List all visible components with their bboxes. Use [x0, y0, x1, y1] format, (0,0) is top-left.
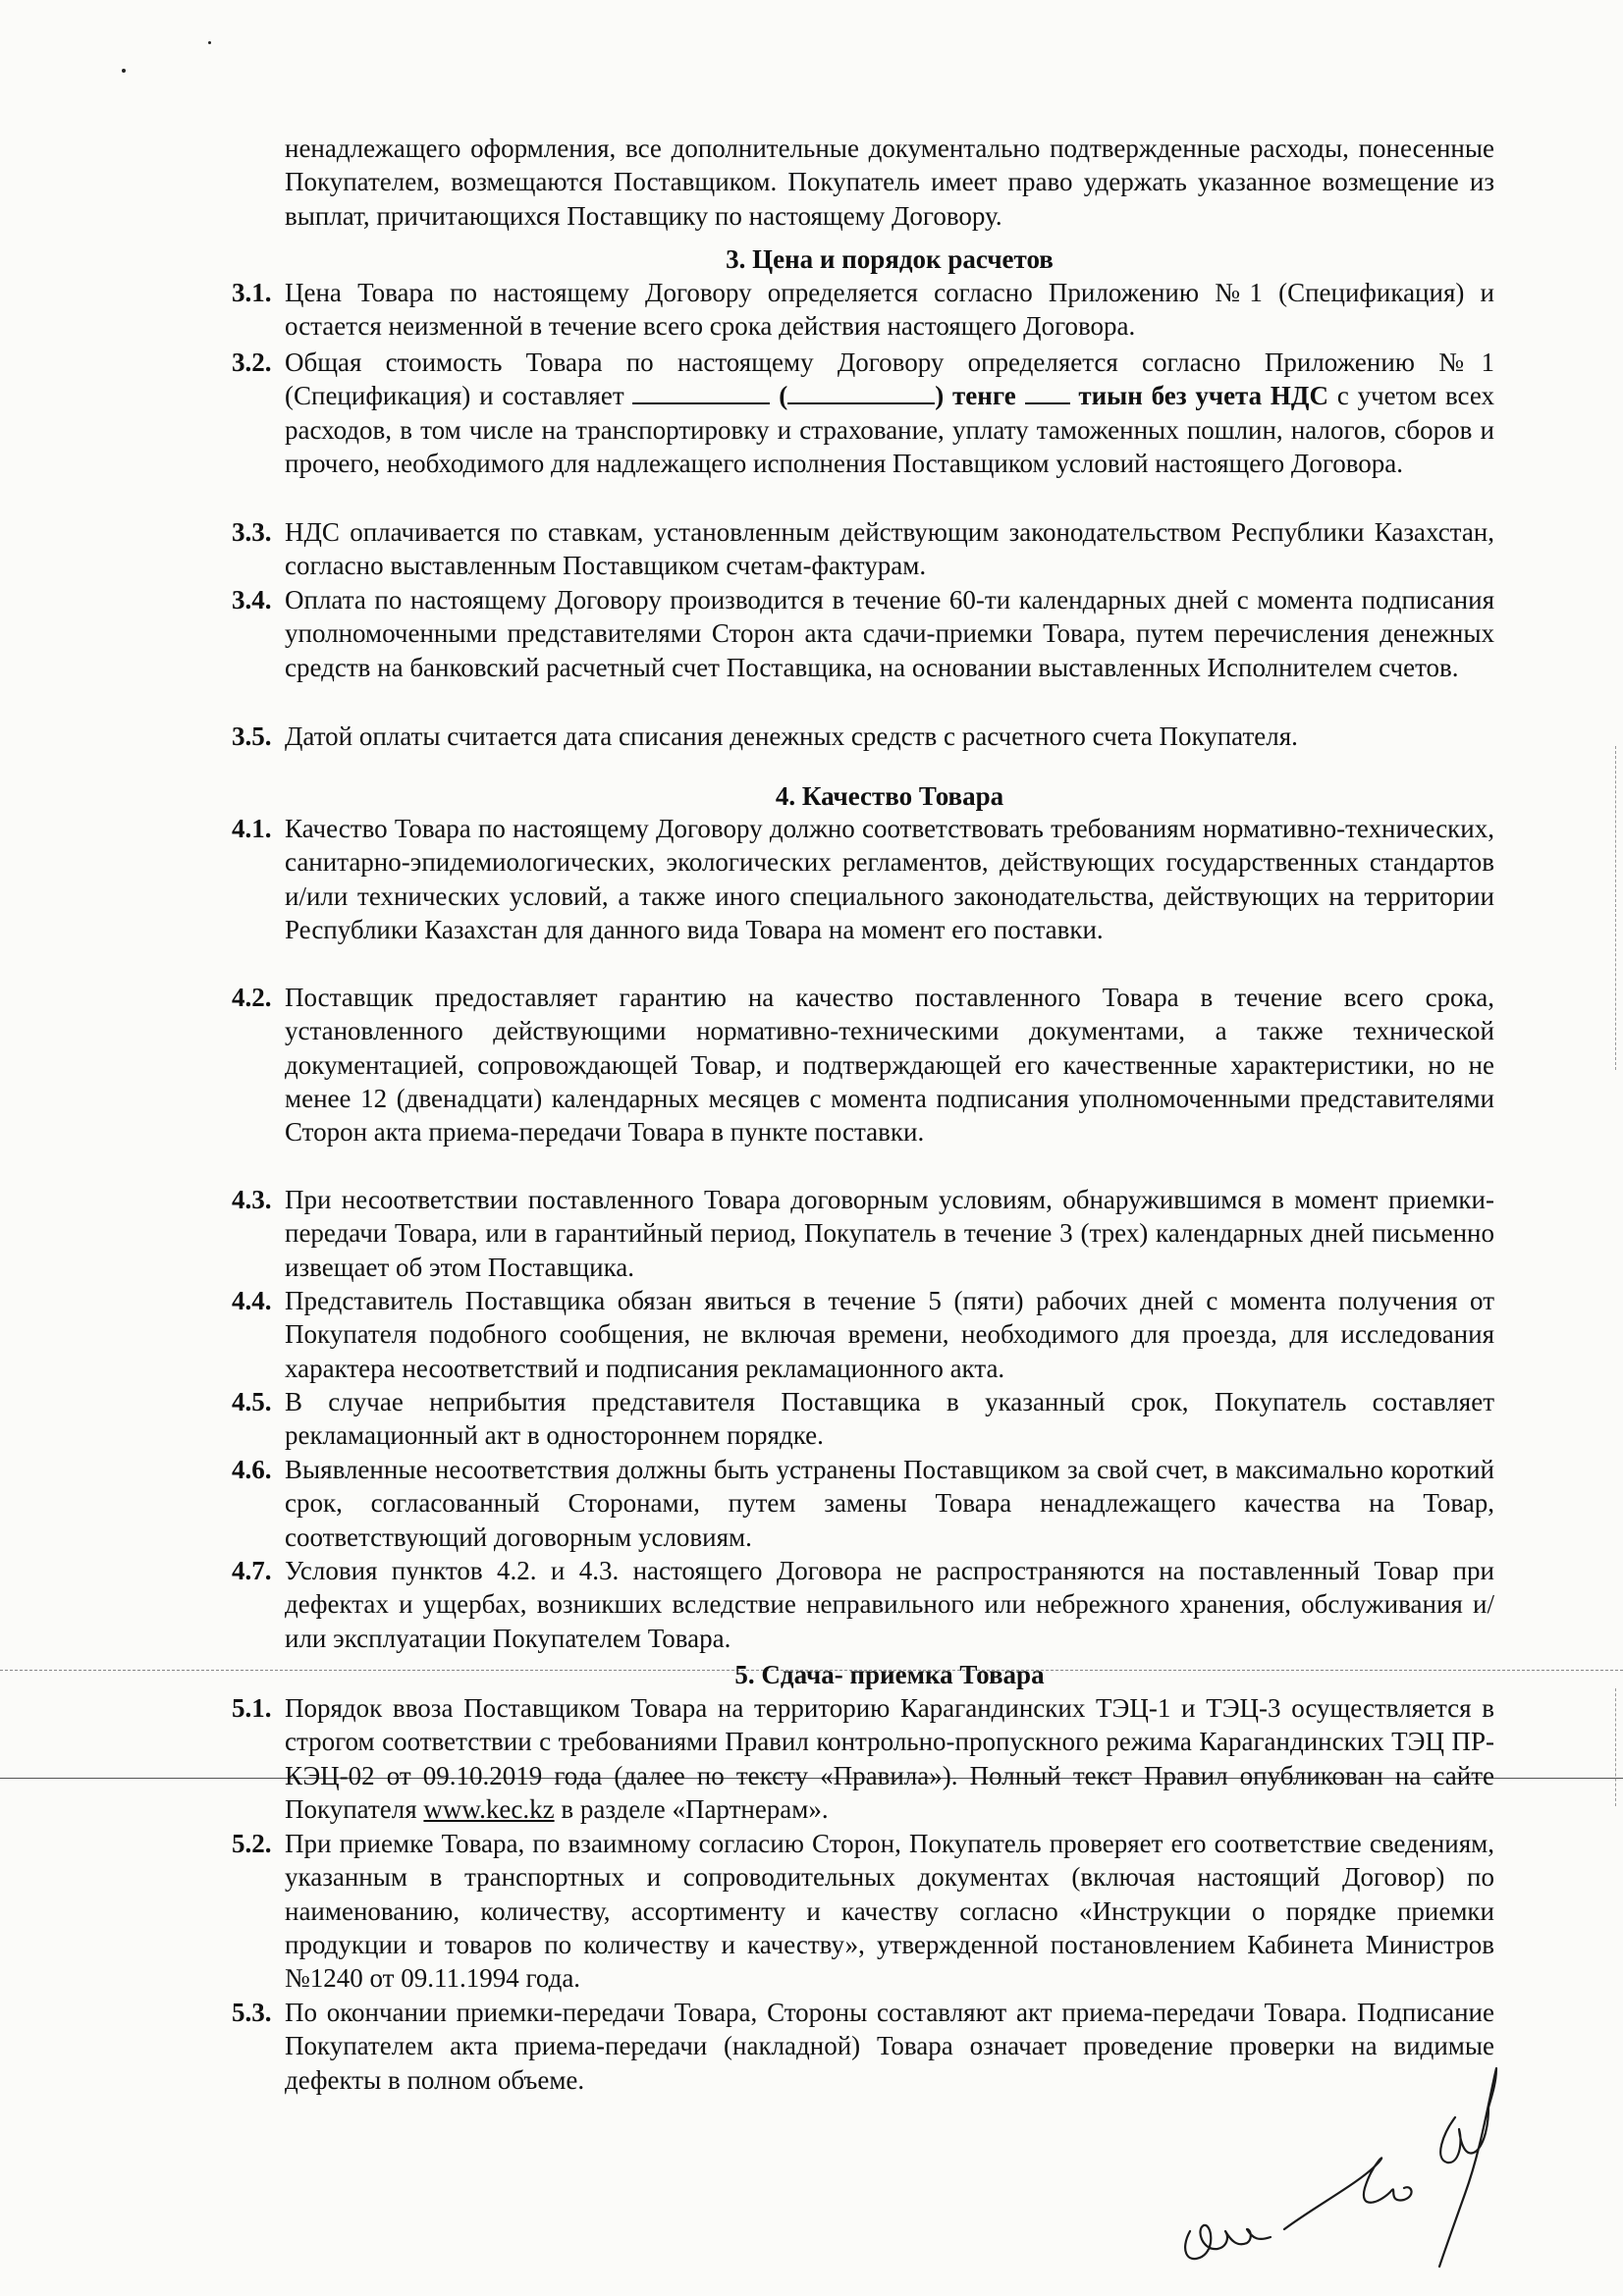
handwritten-signatures [1168, 2056, 1561, 2272]
clause-text: НДС оплачивается по ставкам, установленным действующим законодательством Республики Казахстан, согласно выставленным Поставщиком счетам-фактурам. [285, 517, 1494, 581]
clause-text-part: ( [779, 381, 788, 411]
intro-paragraph: ненадлежащего оформления, все дополнительные документально подтвержденные расходы, понесенные Покупателем, возмещаются Поставщиком. Покупатель имеет право удержать указанное возмещение из выплат, причитающихся Поставщику по настоящему Договору. [285, 133, 1494, 231]
clause-number: 4.4. [232, 1286, 272, 1315]
clause-3-2 [232, 346, 1494, 480]
clause-5-2 [232, 1827, 1494, 1995]
clause-number: 3.3. [232, 517, 272, 547]
clause-4-6 [232, 1453, 1494, 1554]
clause-4-5 [232, 1385, 1494, 1453]
clause-text: Выявленные несоответствия должны быть устранены Поставщиком за свой счет, в максимально короткий срок, согласованный Сторонами, путем замены Товара ненадлежащего качества на Товар, соответствующий договорным условиям. [285, 1455, 1494, 1552]
section-5-heading: 5. Сдача- приемка Товара [734, 1660, 1045, 1689]
clause-4-7 [232, 1554, 1494, 1655]
clause-number: 4.6. [232, 1455, 272, 1484]
clause-text [285, 1691, 1494, 1826]
clause-number: 5.3. [232, 1998, 272, 2027]
clause-number: 4.1. [232, 814, 272, 843]
clause-text-part: Общая стоимость Товара по настоящему Договору определяется согласно Приложению №1 (Спецификация) и составляет [285, 347, 1494, 411]
website-link[interactable]: www.kec.kz [423, 1793, 555, 1824]
clause-text [285, 346, 1494, 480]
scan-speck [122, 69, 126, 73]
clause-text-part: с учетом всех расходов, в том числе на транспортировку и страхование, уплату таможенных пошлин, налогов, сборов и прочего, необходимого для надлежащего исполнения Поставщиком условий настоящего Договора. [285, 381, 1494, 478]
clause-number: 3.1. [232, 278, 272, 307]
clause-text-part: тиын без учета НДС [1078, 381, 1329, 411]
clause-number: 5.1. [232, 1693, 272, 1723]
clause-text-part: в разделе «Партнерам». [561, 1793, 829, 1824]
clause-4-3 [232, 1183, 1494, 1284]
clause-number: 4.5. [232, 1387, 272, 1416]
clause-number: 5.2. [232, 1829, 272, 1858]
amount-words-blank[interactable] [787, 381, 935, 404]
clause-text: По окончании приемки-передачи Товара, Стороны составляют акт приема-передачи Товара. Подписание Покупателем акта приема-передачи (накладной) Товара означает проведение проверки на видимые дефекты в полном объеме. [285, 1998, 1494, 2095]
amount-blank[interactable] [632, 381, 770, 404]
clause-number: 4.2. [232, 983, 272, 1012]
clause-3-5 [232, 720, 1494, 753]
clause-3-4 [232, 583, 1494, 684]
section-3-heading: 3. Цена и порядок расчетов [726, 244, 1054, 274]
clause-text: Оплата по настоящему Договору производится в течение 60-ти календарных дней с момента подписания уполномоченными представителями Сторон акта сдачи-приемки Товара, путем перечисления денежных средств на банковский расчетный счет Поставщика, на основании выставленных Исполнителем счетов. [285, 585, 1494, 682]
clause-number: 4.7. [232, 1556, 272, 1585]
clause-text: Поставщик предоставляет гарантию на качество поставленного Товара в течение всего срока, установленного действующими нормативно-техническими документами, а также технической документацией, сопровождающей Товар, и подтверждающей его качественные характеристики, но не менее 12 (двенадцати) календарных месяцев с момента подписания уполномоченными представителями Сторон акта приема-передачи Товара в пункте поставки. [285, 983, 1494, 1148]
scan-margin-mark [1615, 1688, 1616, 1806]
section-4-heading: 4. Качество Товара [775, 781, 1004, 811]
clause-text: В случае неприбытия представителя Поставщика в указанный срок, Покупатель составляет рекламационный акт в одностороннем порядке. [285, 1387, 1494, 1451]
clause-4-4 [232, 1284, 1494, 1385]
clause-number: 3.2. [232, 347, 272, 377]
clause-text: Цена Товара по настоящему Договору определяется согласно Приложению №1 (Спецификация) и остается неизменной в течение всего срока действия настоящего Договора. [285, 278, 1494, 342]
scan-speck [208, 41, 211, 44]
clause-text-part: Порядок ввоза Поставщиком Товара на территорию Карагандинских ТЭЦ-1 и ТЭЦ-3 осуществляется в строгом соответствии с требованиями Правил контрольно-пропускного режима Карагандинских ТЭЦ ПР-КЭЦ-02 от 09.10.2019 года (далее по тексту «Правила»). Полный текст Правил опубликован на сайте Покупателя [285, 1693, 1494, 1824]
clause-text: При несоответствии поставленного Товара договорным условиям, обнаружившимся в момент приемки-передачи Товара, или в гарантийный период, Покупатель в течение 3 (трех) календарных дней письменно извещает об этом Поставщика. [285, 1185, 1494, 1282]
clause-number: 3.5. [232, 721, 272, 751]
clause-4-2 [232, 981, 1494, 1148]
scan-margin-mark [1615, 746, 1616, 1070]
tiyn-blank[interactable] [1025, 381, 1070, 404]
clause-3-3 [232, 515, 1494, 583]
clause-text: При приемке Товара, по взаимному согласию Сторон, Покупатель проверяет его соответствие сведениям, указанным в транспортных и сопроводительных документах (включая настоящий Договор) по наименованию, количеству, ассортименту и качеству согласно «Инструкции о порядке приемки продукции и товаров по количеству и качеству», утвержденной постановлением Кабинета Министров №1240 от 09.11.1994 года. [285, 1829, 1494, 1994]
clause-number: 4.3. [232, 1185, 272, 1214]
clause-3-1 [232, 276, 1494, 344]
clause-text: Представитель Поставщика обязан явиться в течение 5 (пяти) рабочих дней с момента получения от Покупателя подобного сообщения, не включая времени, необходимого для проезда, для исследования характера несоответствий и подписания рекламационного акта. [285, 1286, 1494, 1383]
clause-5-1 [232, 1691, 1494, 1826]
clause-4-1 [232, 812, 1494, 946]
clause-number: 3.4. [232, 585, 272, 614]
clause-text: Качество Товара по настоящему Договору должно соответствовать требованиям нормативно-технических, санитарно-эпидемиологических, экологических регламентов, действующих государственных стандартов и/или технических условий, а также иного специального законодательства, действующих на территории Республики Казахстан для данного вида Товара на момент его поставки. [285, 814, 1494, 944]
clause-text: Датой оплаты считается дата списания денежных средств с расчетного счета Покупателя. [285, 721, 1298, 751]
clause-text-part: ) тенге [935, 381, 1016, 411]
clause-text: Условия пунктов 4.2. и 4.3. настоящего Договора не распространяются на поставленный Товар при дефектах и ущербах, возникших вследствие неправильного или небрежного хранения, обслуживания и/или эксплуатации Покупателем Товара. [285, 1556, 1494, 1653]
